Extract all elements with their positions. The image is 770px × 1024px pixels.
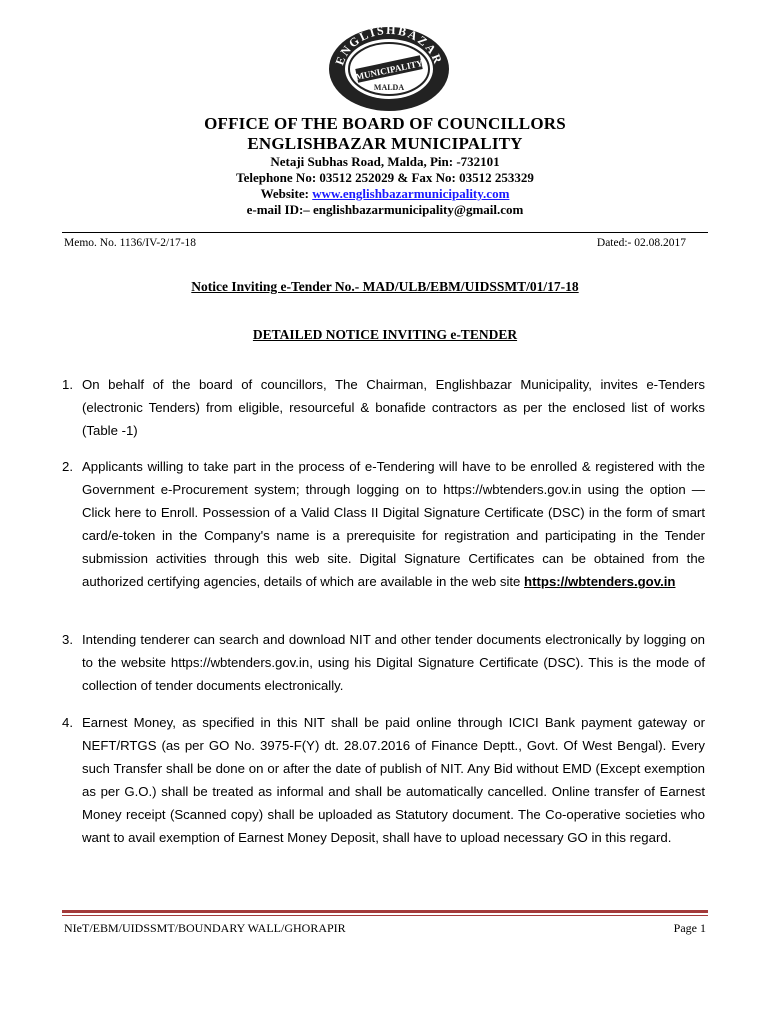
website-line [0,186,770,202]
email-line: e-mail ID:– englishbazarmunicipality@gmail.com [246,202,524,217]
paragraph-number: 2. [62,459,73,474]
municipality-heading: ENGLISHBAZAR MUNICIPALITY [247,134,523,153]
paragraph-number: 3. [62,632,73,647]
memo-number: Memo. No. 1136/IV-2/17-18 [64,237,197,249]
address-line: Netaji Subhas Road, Malda, Pin: -732101 [270,154,500,169]
paragraph-text: Intending tenderer can search and download NIT and other tender documents electronically by logging on to the website https://wbtenders.gov.in, using his Digital Signature Certificate (DSC). This is the mode of collection of tender documents electronically. [82,632,705,693]
paragraph-3 [62,628,705,697]
detailed-notice-title: DETAILED NOTICE INVITING e-TENDER [252,327,518,342]
paragraph-text-main: Applicants willing to take part in the process of e-Tendering will have to be enrolled & registered with the Government e-Procurement system; through logging on to https://wbtenders.gov.in using the option —Click here to Enroll. Possession of a Valid Class II Digital Signature Certificate (DSC) in the form of smart card/e-token in the Company's name is a prerequisite for registration and participating in the Tender submission activities through this web site. Digital Signature Certificates can be obtained from the authorized certifying agencies, details of which are available in the web site [82,459,705,589]
wbtenders-link[interactable]: https://wbtenders.gov.in [524,574,676,589]
office-heading: OFFICE OF THE BOARD OF COUNCILLORS [204,114,566,133]
paragraph-4 [62,711,705,849]
memo-date: Dated:- 02.08.2017 [596,237,686,249]
website-link[interactable]: www.englishbazarmunicipality.com [312,186,510,201]
paragraph-text [82,455,705,593]
phone-line: Telephone No: 03512 252029 & Fax No: 03512 253329 [236,170,534,185]
paragraph-number: 4. [62,715,73,730]
notice-title: Notice Inviting e-Tender No.- MAD/ULB/EBM/UIDSSMT/01/17-18 [191,279,579,294]
logo-arc-text: ENGLISHBAZAR [332,22,446,68]
paragraph-number: 1. [62,377,73,392]
paragraph-1 [62,373,705,442]
page-number: Page 1 [673,921,706,935]
footer-reference: NIeT/EBM/UIDSSMT/BOUNDARY WALL/GHORAPIR [64,921,346,935]
paragraph-2 [62,455,705,593]
footer-divider-thin [62,915,708,916]
header-divider [62,232,708,233]
paragraph-text: Earnest Money, as specified in this NIT shall be paid online through ICICI Bank payment gateway or NEFT/RTGS (as per GO No. 3975-F(Y) dt. 28.07.2016 of Finance Deptt., Govt. Of West Bengal). Every such Transfer shall be done on or after the date of publish of NIT. Any Bid without EMD (Except exemption as per G.O.) shall be treated as informal and shall be automatically cancelled. Online transfer of Earnest Money receipt (Scanned copy) shall be uploaded as Statutory document. The Co-operative societies who want to avail exemption of Earnest Money Deposit, shall have to upload necessary GO in this regard. [82,715,705,845]
municipality-seal-logo [320,14,458,112]
paragraph-text: On behalf of the board of councillors, The Chairman, Englishbazar Municipality, invites e-Tenders (electronic Tenders) from eligible, resourceful & bonafide contractors as per the enclosed list of works (Table -1) [82,377,705,438]
logo-band-text: MUNICIPALITY [354,57,424,82]
footer-divider-thick [62,910,708,913]
logo-bottom-text: MALDA [373,83,405,92]
website-label: Website: [260,186,313,201]
